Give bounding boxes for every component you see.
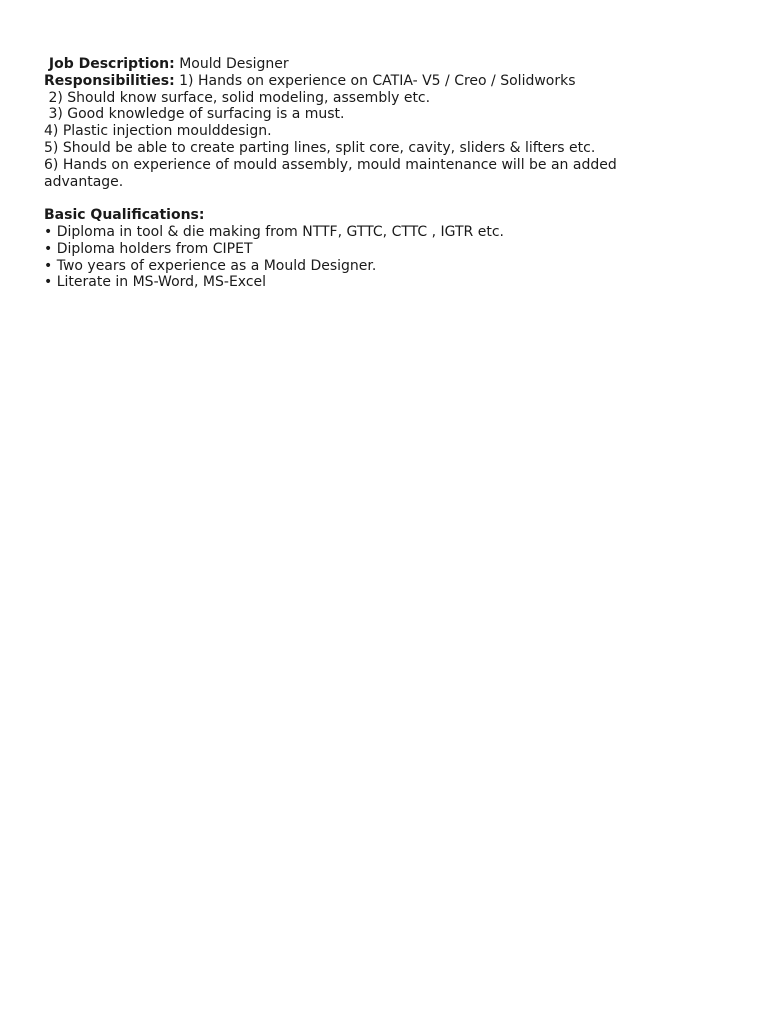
responsibility-item-1-line bbox=[44, 73, 724, 90]
qualifications-heading: Basic Qualifications: bbox=[44, 207, 205, 224]
responsibility-item-5: 5) Should be able to create parting lines, split core, cavity, sliders & lifters etc. bbox=[44, 139, 596, 156]
responsibility-item-6: 6) Hands on experience of mould assembly, mould maintenance will be an added advantage. bbox=[44, 156, 617, 190]
responsibility-item-3: 3) Good knowledge of surfacing is a must. bbox=[44, 106, 345, 123]
section-spacer bbox=[44, 190, 724, 207]
responsibility-item-2: 2) Should know surface, solid modeling, assembly etc. bbox=[44, 89, 431, 106]
qualification-item-1: • Diploma in tool & die making from NTTF, GTTC, CTTC , IGTR etc. bbox=[44, 223, 504, 240]
job-description-line bbox=[44, 56, 724, 73]
qualification-item-4: • Literate in MS-Word, MS-Excel bbox=[44, 274, 267, 291]
responsibility-item-4: 4) Plastic injection moulddesign. bbox=[44, 123, 272, 140]
qualification-item-2: • Diploma holders from CIPET bbox=[44, 240, 253, 257]
responsibilities-label: Responsibilities: bbox=[44, 72, 175, 89]
document-body bbox=[44, 56, 724, 291]
responsibility-item-1: 1) Hands on experience on CATIA- V5 / Creo / Solidworks bbox=[174, 72, 576, 89]
job-description-label: Job Description: bbox=[44, 56, 175, 72]
qualification-item-3: • Two years of experience as a Mould Designer. bbox=[44, 257, 377, 274]
job-description-value: Mould Designer bbox=[174, 56, 289, 72]
